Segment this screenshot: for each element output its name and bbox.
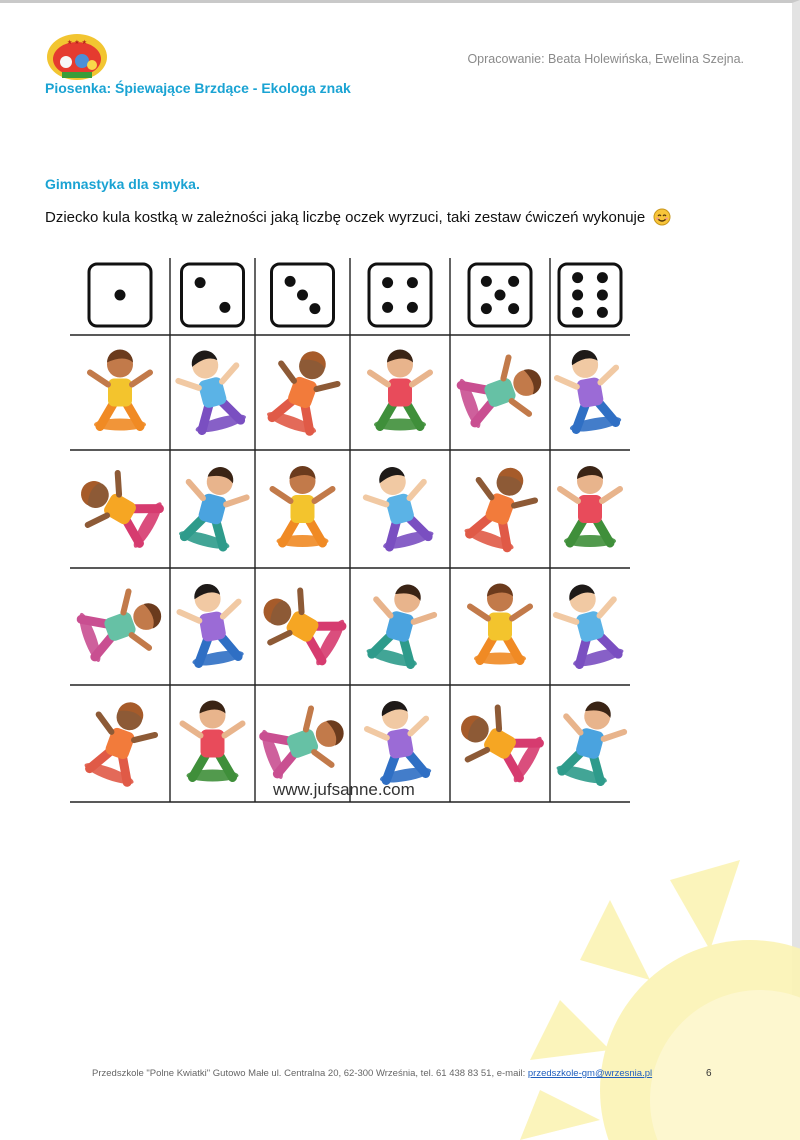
- dice-4-icon: [369, 264, 431, 326]
- exercise-figure-icon: [448, 696, 548, 788]
- song-title: Piosenka: Śpiewające Brzdące - Ekologa znak: [45, 80, 351, 96]
- exercise-figure-icon: [175, 579, 248, 669]
- exercise-figure-icon: [257, 701, 354, 785]
- exercise-figure-icon: [550, 577, 629, 671]
- smiley-icon: [653, 208, 671, 226]
- exercise-figure-icon: [363, 696, 436, 786]
- dice-6-icon: [559, 264, 621, 326]
- footer: [92, 1068, 652, 1079]
- section-title: Gimnastyka dla smyka.: [45, 176, 200, 192]
- exercise-figure-icon: [250, 579, 350, 671]
- kindergarten-logo: [44, 32, 110, 82]
- source-watermark: www.jufsanne.com: [273, 780, 415, 799]
- exercise-figure-icon: [183, 701, 243, 782]
- exercise-figure-icon: [454, 350, 551, 434]
- exercise-figure-icon: [90, 350, 150, 431]
- exercise-figure-icon: [172, 343, 251, 437]
- exercise-figure-icon: [459, 458, 543, 555]
- exercise-figure-icon: [360, 460, 439, 554]
- exercise-figure-icon: [370, 350, 430, 431]
- exercise-figure-icon: [273, 466, 333, 547]
- instruction-label: Dziecko kula kostką w zależności jaką liczbę oczek wyrzuci, taki zestaw ćwiczeń wykonuje: [45, 209, 646, 226]
- svg-text:★ ★ ★: ★ ★ ★: [67, 39, 87, 46]
- exercise-grid: [40, 250, 650, 810]
- instruction-text: [45, 208, 671, 226]
- dice-1-icon: [89, 264, 151, 326]
- page-number: 6: [706, 1068, 712, 1079]
- exercise-figure-icon: [551, 694, 630, 788]
- dice-5-icon: [469, 264, 531, 326]
- exercise-figure-icon: [68, 462, 168, 554]
- exercise-figure-icon: [470, 584, 530, 665]
- exercise-figure-icon: [174, 460, 253, 554]
- exercise-figure-icon: [74, 584, 171, 668]
- footer-address: Przedszkole "Polne Kwiatki" Gutowo Małe ul. Centralna 20, 62-300 Września, tel. 61 438 83 51, e-mail:: [92, 1068, 528, 1079]
- exercise-figure-icon: [553, 345, 626, 435]
- dice-3-icon: [272, 264, 334, 326]
- exercise-figure-icon: [79, 693, 163, 790]
- exercise-figure-icon: [361, 577, 440, 671]
- footer-email-link[interactable]: przedszkole-gm@wrzesnia.pl: [527, 1068, 653, 1079]
- exercise-figure-icon: [261, 342, 345, 439]
- author-credit: Opracowanie: Beata Holewińska, Ewelina Szejna.: [467, 52, 744, 66]
- dice-2-icon: [182, 264, 244, 326]
- sun-decoration: [500, 840, 800, 1140]
- exercise-figure-icon: [560, 466, 620, 547]
